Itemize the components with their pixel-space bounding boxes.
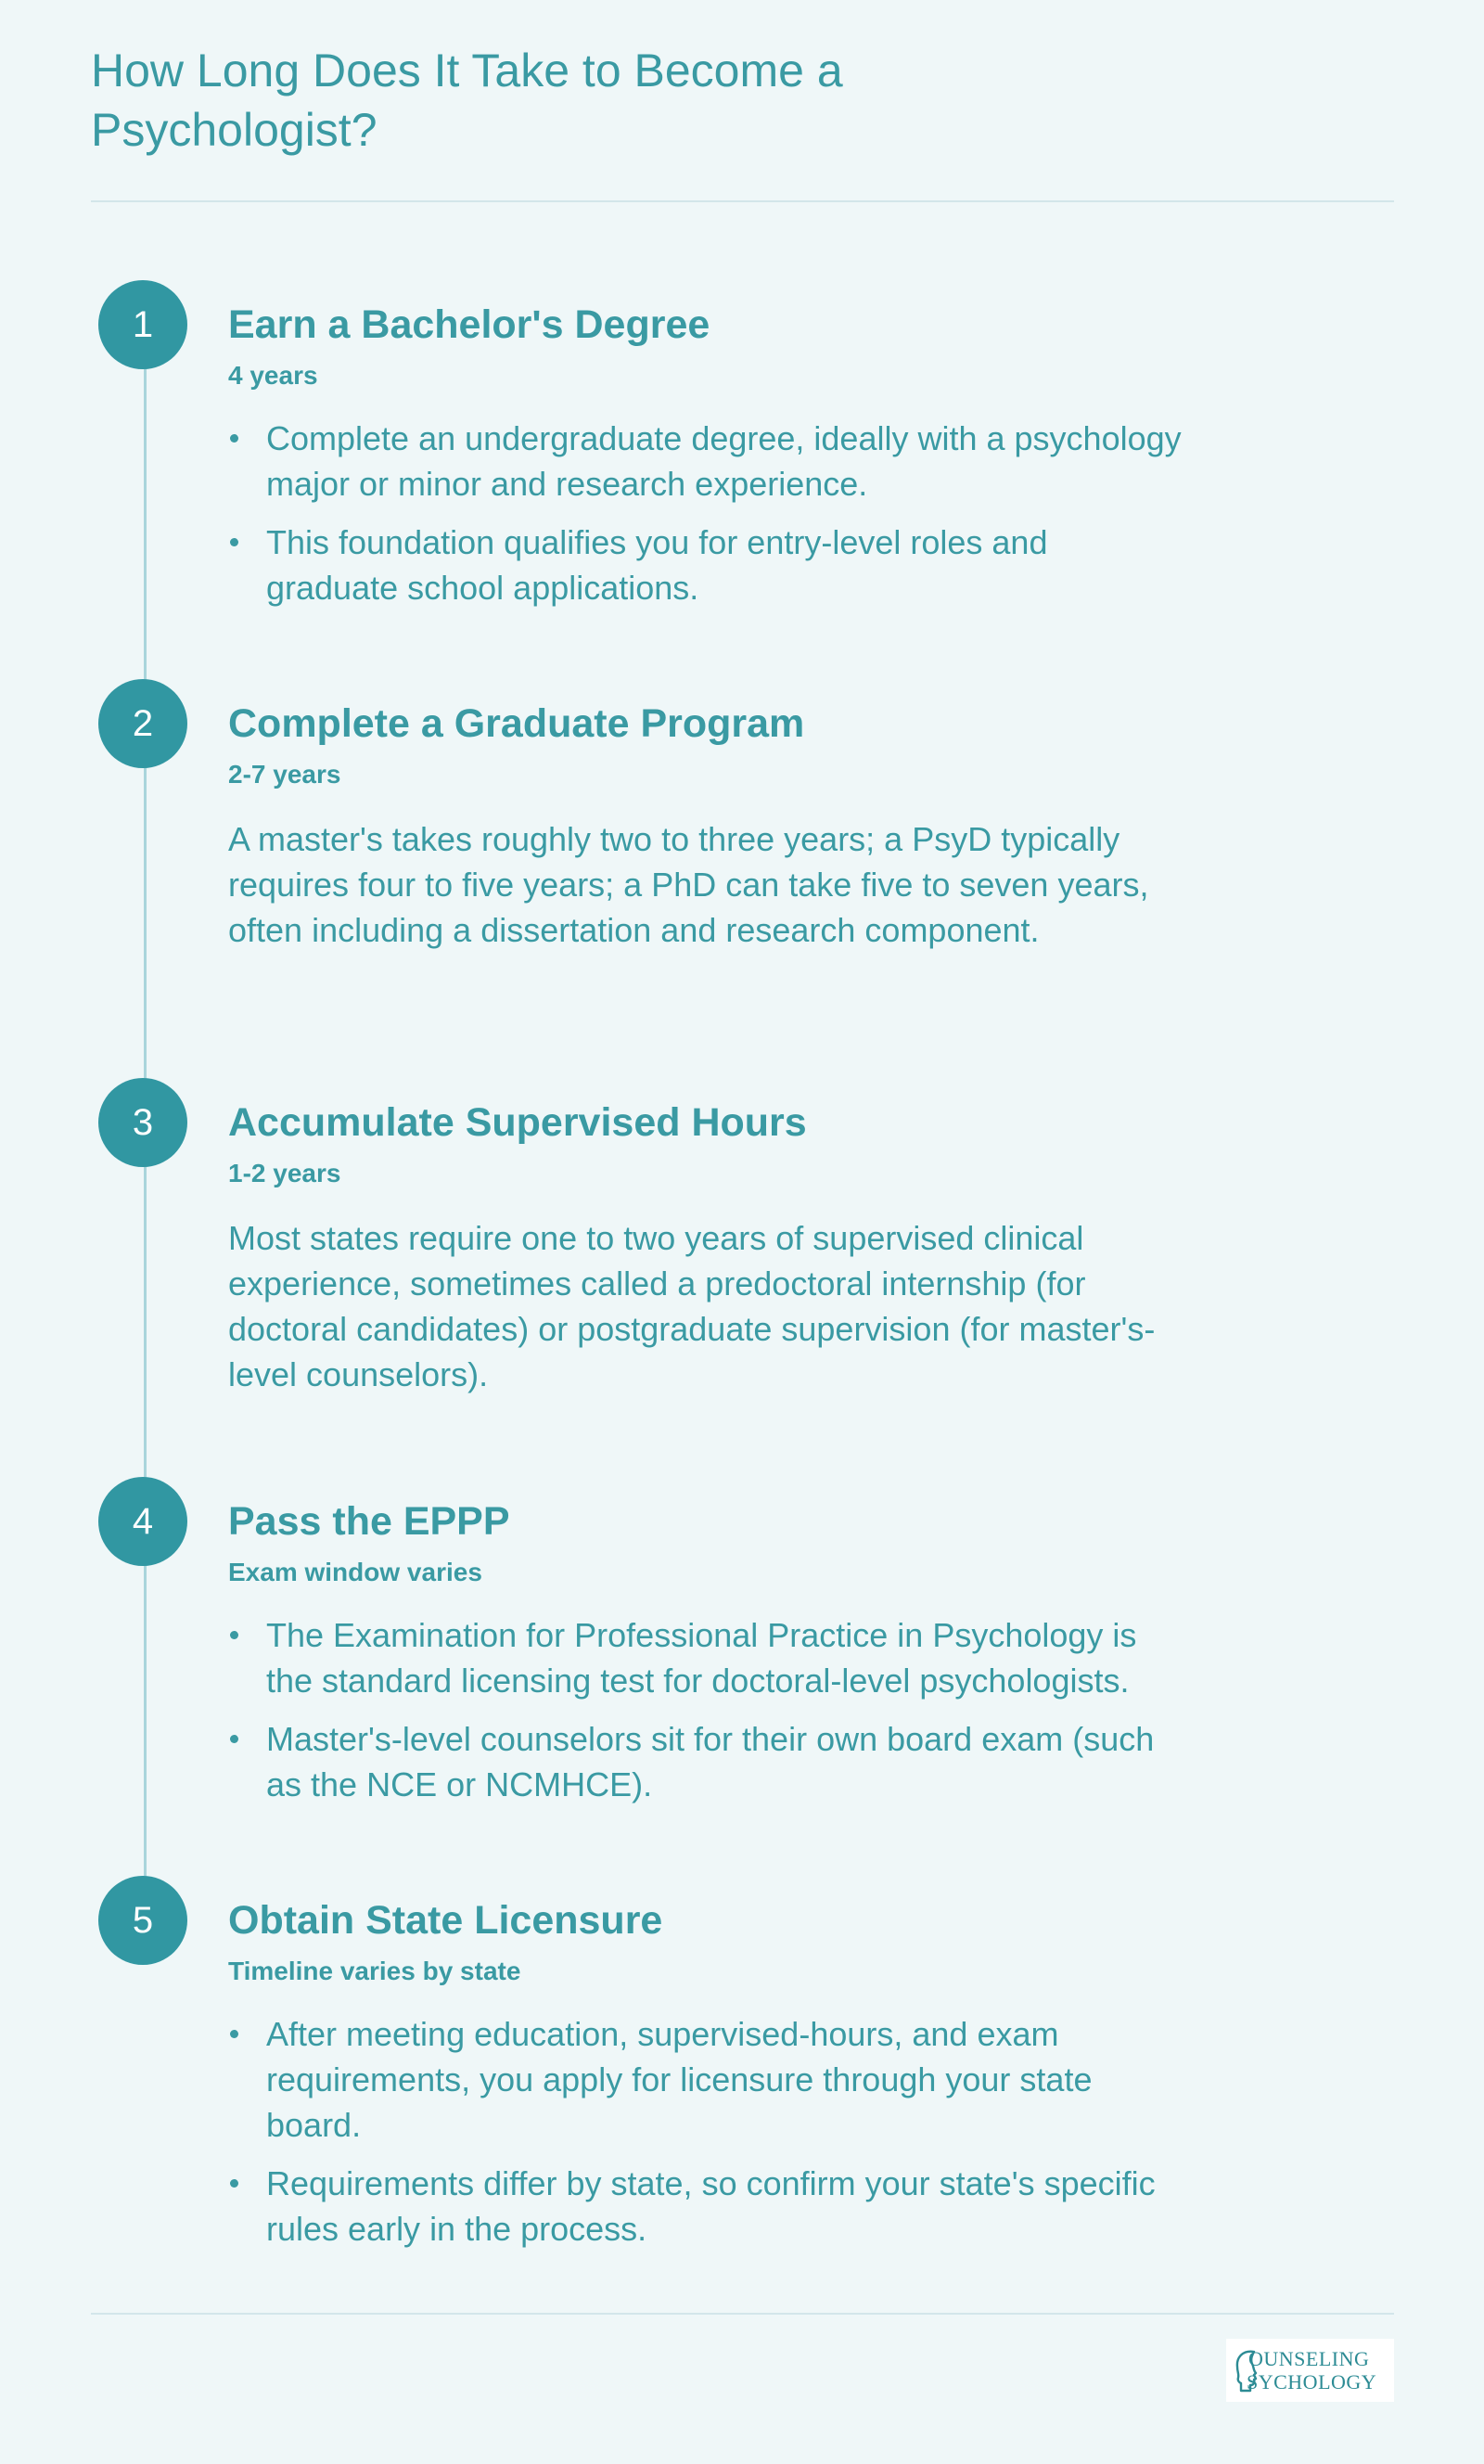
step-bullet: After meeting education, supervised-hours, and exam requirements, you apply for licensure through your state board. <box>228 2011 1183 2148</box>
step-description: A master's takes roughly two to three years; a PsyD typically requires four to five years; a PhD can take five to seven years, often including a dissertation and research component. <box>228 820 1149 949</box>
step-bullet: This foundation qualifies you for entry-level roles and graduate school applications. <box>228 520 1183 610</box>
bottom-divider <box>91 2313 1394 2315</box>
step-duration: 1-2 years <box>228 1159 341 1187</box>
step-duration: 4 years <box>228 361 318 390</box>
step-description: Most states require one to two years of supervised clinical experience, sometimes called a predoctoral internship (for doctoral candidates) or postgraduate supervision (for master's-level counselors). <box>228 1219 1156 1393</box>
step-title: Accumulate Supervised Hours <box>228 1100 807 1145</box>
step-bullet: Master's-level counselors sit for their own board exam (such as the NCE or NCMHCE). <box>228 1716 1183 1807</box>
step-bullet: The Examination for Professional Practice in Psychology is the standard licensing test for doctoral-level psychologists. <box>228 1612 1183 1703</box>
logo-text-line-2: SYCHOLOGY <box>1247 2370 1377 2393</box>
top-divider <box>91 200 1394 202</box>
counseling-psychology-logo <box>1226 2339 1394 2402</box>
step-bullet-list <box>228 2011 1183 2265</box>
step-number-badge: 4 <box>98 1477 187 1566</box>
step-title: Complete a Graduate Program <box>228 701 805 746</box>
step-duration: Timeline varies by state <box>228 1957 521 1985</box>
step-title: Pass the EPPP <box>228 1499 510 1544</box>
step-bullet: Requirements differ by state, so confirm your state's specific rules early in the process. <box>228 2161 1183 2252</box>
step-number-badge: 3 <box>98 1078 187 1167</box>
step-number-badge: 1 <box>98 280 187 369</box>
logo-text-line-1: OUNSELING <box>1248 2347 1370 2370</box>
step-number-badge: 5 <box>98 1876 187 1965</box>
step-bullet-list <box>228 416 1183 623</box>
step-duration: Exam window varies <box>228 1558 482 1586</box>
step-bullet: Complete an undergraduate degree, ideally with a psychology major or minor and research experience. <box>228 416 1183 507</box>
step-title: Earn a Bachelor's Degree <box>228 302 710 347</box>
step-duration: 2-7 years <box>228 760 341 789</box>
page-title: How Long Does It Take to Become a Psychologist? <box>91 45 843 156</box>
step-number-badge: 2 <box>98 679 187 768</box>
step-title: Obtain State Licensure <box>228 1898 663 1943</box>
step-bullet-list <box>228 1612 1183 1820</box>
